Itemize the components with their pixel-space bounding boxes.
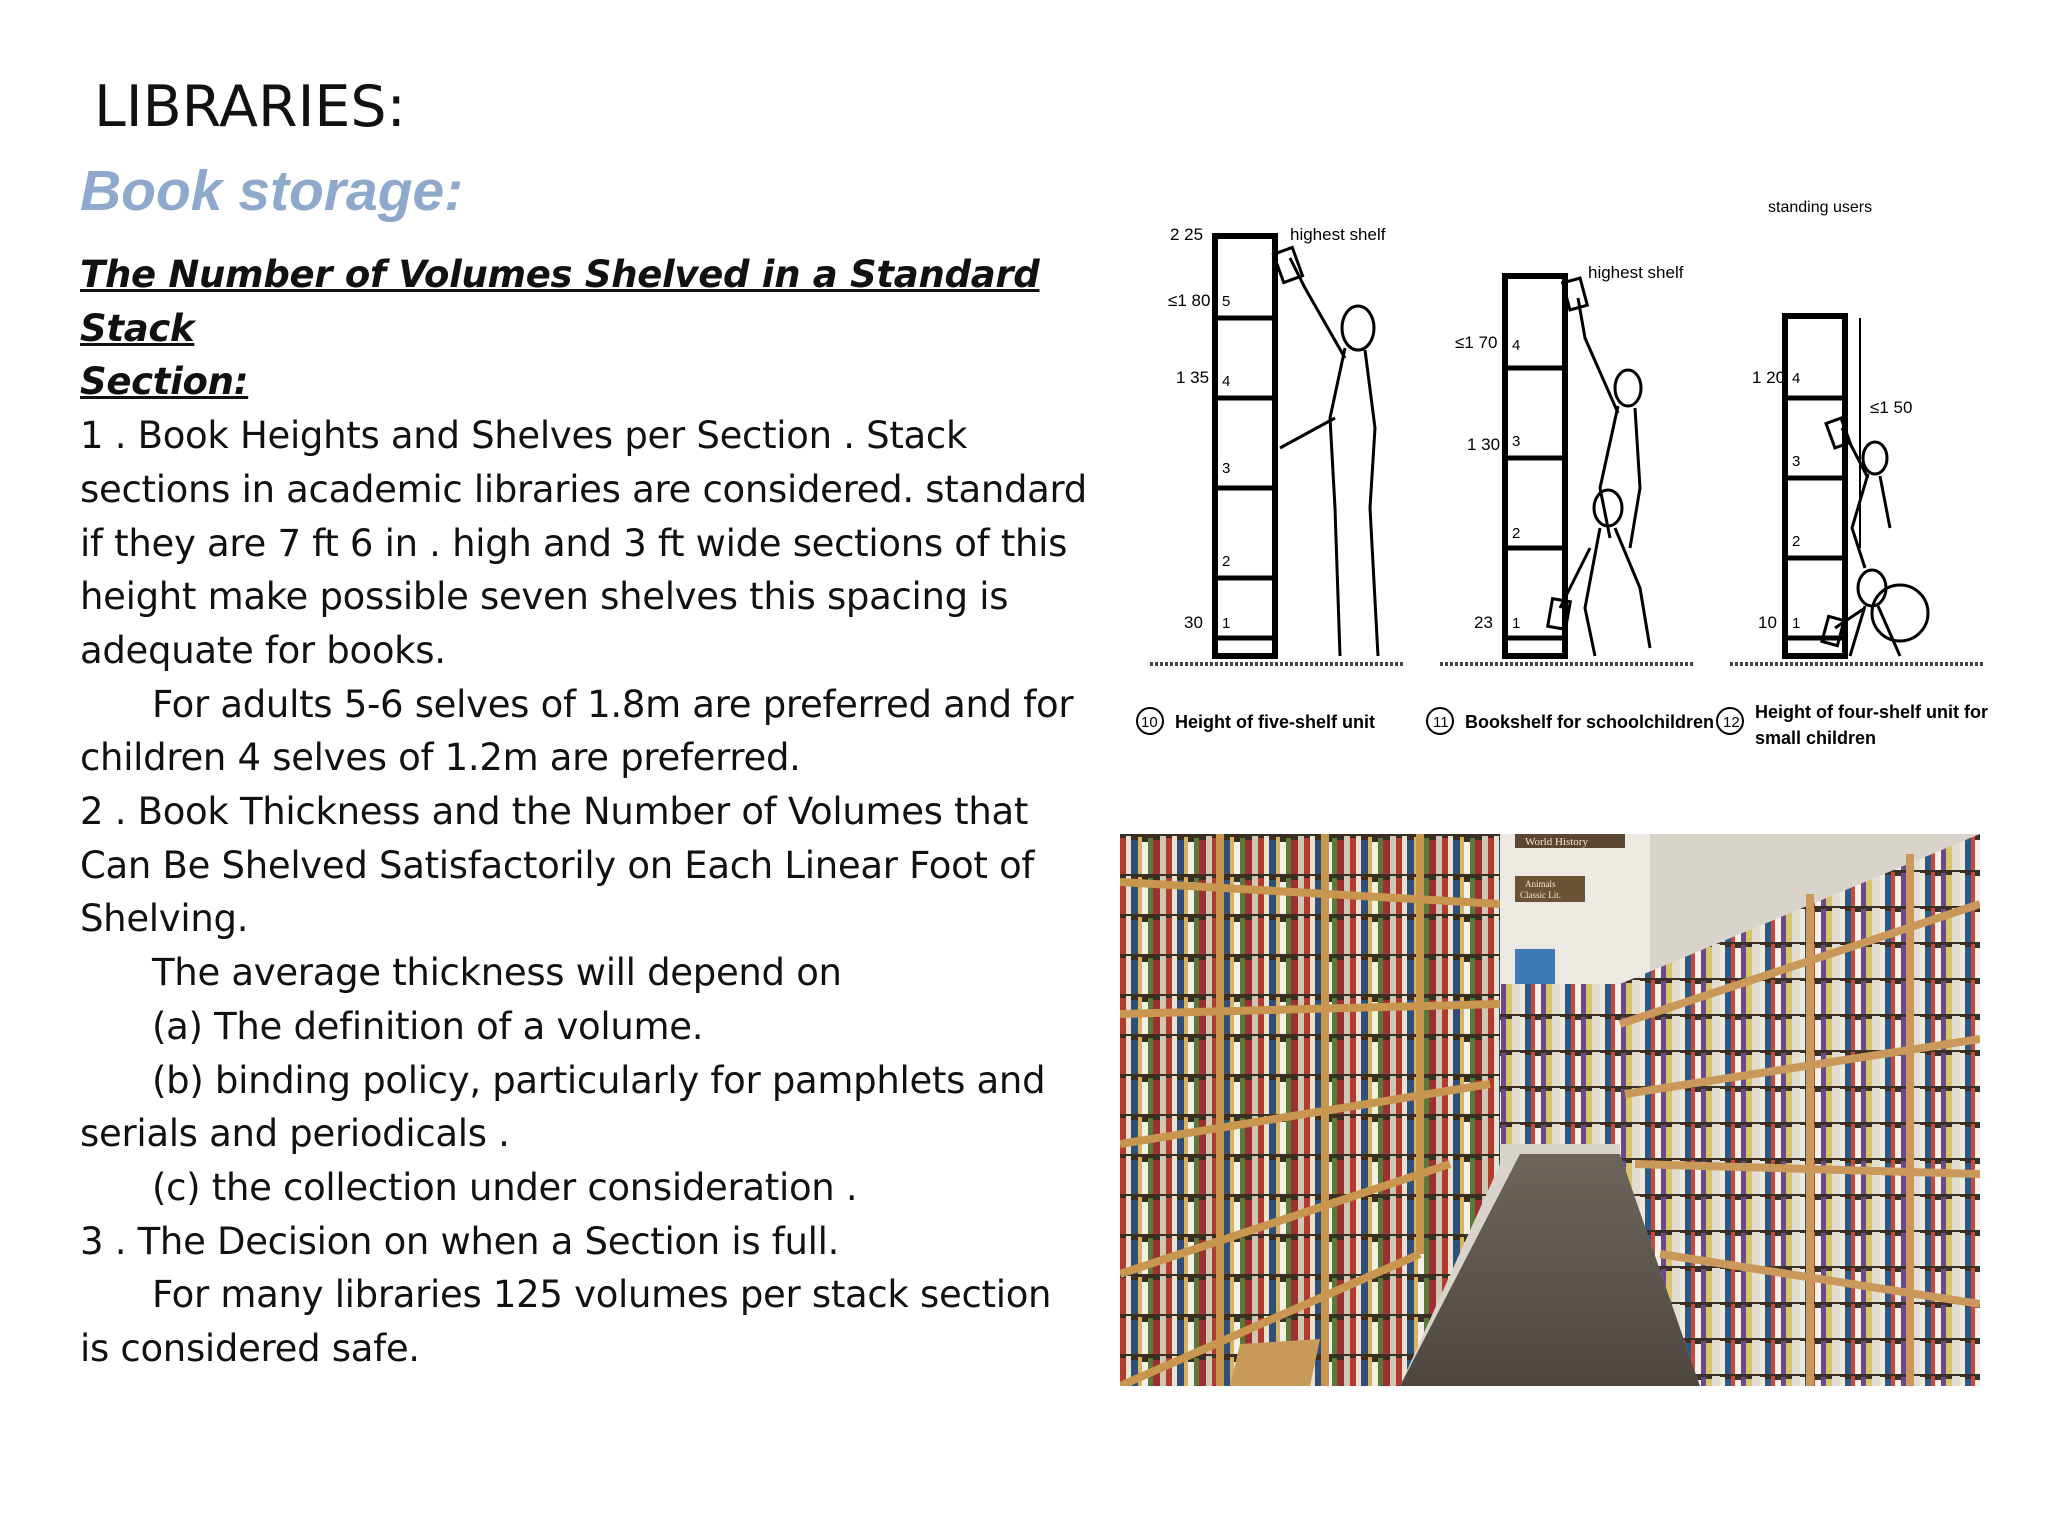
unit-12-shelf-number: 2 [1792, 533, 1801, 550]
unit-11-shelf-number: 1 [1512, 615, 1521, 632]
unit-12-shelf-number: 1 [1792, 615, 1801, 632]
shelf-height-diagram-svg [1130, 188, 2000, 768]
unit-12-label: standing users [1768, 199, 1873, 216]
unit-12-number: 12 [1723, 714, 1740, 731]
unit-10-dim: 1 35 [1176, 368, 1210, 387]
photo-map-poster [1515, 949, 1555, 984]
unit-11 [1427, 263, 1714, 734]
paragraph-8: 3 . The Decision on when a Section is full. [80, 1219, 840, 1263]
unit-10-shelf-number: 4 [1222, 373, 1231, 390]
unit-10-dim: 30 [1184, 613, 1203, 632]
shelf-height-diagram [1130, 188, 2000, 768]
unit-10-dim: ≤1 80 [1168, 291, 1211, 310]
section-heading [80, 248, 1090, 409]
paragraph-2: For adults 5-6 selves of 1.8m are preferred and for children 4 selves of 1.2m are preferred. [80, 682, 1074, 780]
slide-subtitle: Book storage: [80, 159, 464, 223]
unit-10-shelf-number: 2 [1222, 553, 1231, 570]
unit-11-shelf-number: 3 [1512, 433, 1521, 450]
photo-step-stool [1230, 1339, 1320, 1386]
unit-12-dim: 1 20 [1752, 368, 1786, 387]
section-heading-line2: Section: [80, 360, 249, 404]
unit-12-dim: 10 [1758, 613, 1777, 632]
library-aisle-photo [1120, 834, 1980, 1386]
photo-sign-mid-text-2: Classic Lit. [1520, 890, 1561, 900]
unit-12-dim: ≤1 50 [1870, 398, 1913, 417]
unit-10-dim: 2 25 [1170, 225, 1204, 244]
paragraph-1: 1 . Book Heights and Shelves per Section . Stack sections in academic libraries are considered. standard if they are 7 ft 6 in . high and 3 ft wide sections of this height make possible seven shelves this spacing is adequate for books. [80, 414, 1087, 672]
unit-10-shelf-number: 3 [1222, 460, 1231, 477]
unit-10-shelf-number: 1 [1222, 615, 1231, 632]
paragraph-6: (b) binding policy, particularly for pamphlets and serials and periodicals . [80, 1058, 1046, 1156]
unit-11-label: highest shelf [1588, 263, 1684, 282]
unit-12-shelf-number: 3 [1792, 453, 1801, 470]
unit-12-shelf-number: 4 [1792, 370, 1801, 387]
unit-12-frame [1785, 316, 1845, 656]
paragraph-3: 2 . Book Thickness and the Number of Volumes that Can Be Shelved Satisfactorily on Each Linear Foot of Shelving. [80, 790, 1035, 941]
paragraph-5: (a) The definition of a volume. [152, 1004, 704, 1048]
unit-11-shelf-number: 4 [1512, 337, 1521, 354]
paragraph-4: The average thickness will depend on [152, 951, 842, 995]
unit-11-dim: 1 30 [1467, 435, 1501, 454]
unit-10-shelf-number: 5 [1222, 293, 1231, 310]
unit-10-person-figure [1273, 247, 1378, 656]
slide-title: LIBRARIES: [94, 74, 406, 140]
paragraph-9: For many libraries 125 volumes per stack section is considered safe. [80, 1273, 1052, 1371]
photo-sign-top-text: World History [1525, 836, 1588, 848]
unit-10-caption: Height of five-shelf unit [1175, 712, 1375, 732]
unit-12-caption-line1: Height of four-shelf unit for [1755, 702, 1988, 722]
body-text [80, 248, 1090, 1376]
photo-sign-mid-text-1: Animals [1525, 879, 1556, 889]
unit-10-label: highest shelf [1290, 225, 1386, 244]
unit-11-number: 11 [1433, 714, 1449, 731]
unit-12-child-figure [1822, 418, 1928, 656]
paragraph-7: (c) the collection under consideration . [152, 1165, 858, 1209]
library-aisle-photo-svg [1120, 834, 1980, 1386]
photo-back-shelf [1500, 984, 1630, 1144]
unit-10-number: 10 [1141, 714, 1158, 731]
unit-11-caption: Bookshelf for schoolchildren [1465, 712, 1715, 732]
section-heading-line1: The Number of Volumes Shelved in a Standard Stack [80, 253, 1040, 350]
unit-10 [1137, 225, 1405, 734]
unit-12 [1717, 199, 1988, 748]
unit-11-shelf-number: 2 [1512, 525, 1521, 542]
unit-11-dim: 23 [1474, 613, 1493, 632]
unit-11-dim: ≤1 70 [1455, 333, 1498, 352]
unit-12-caption-line2: small children [1755, 728, 1877, 748]
